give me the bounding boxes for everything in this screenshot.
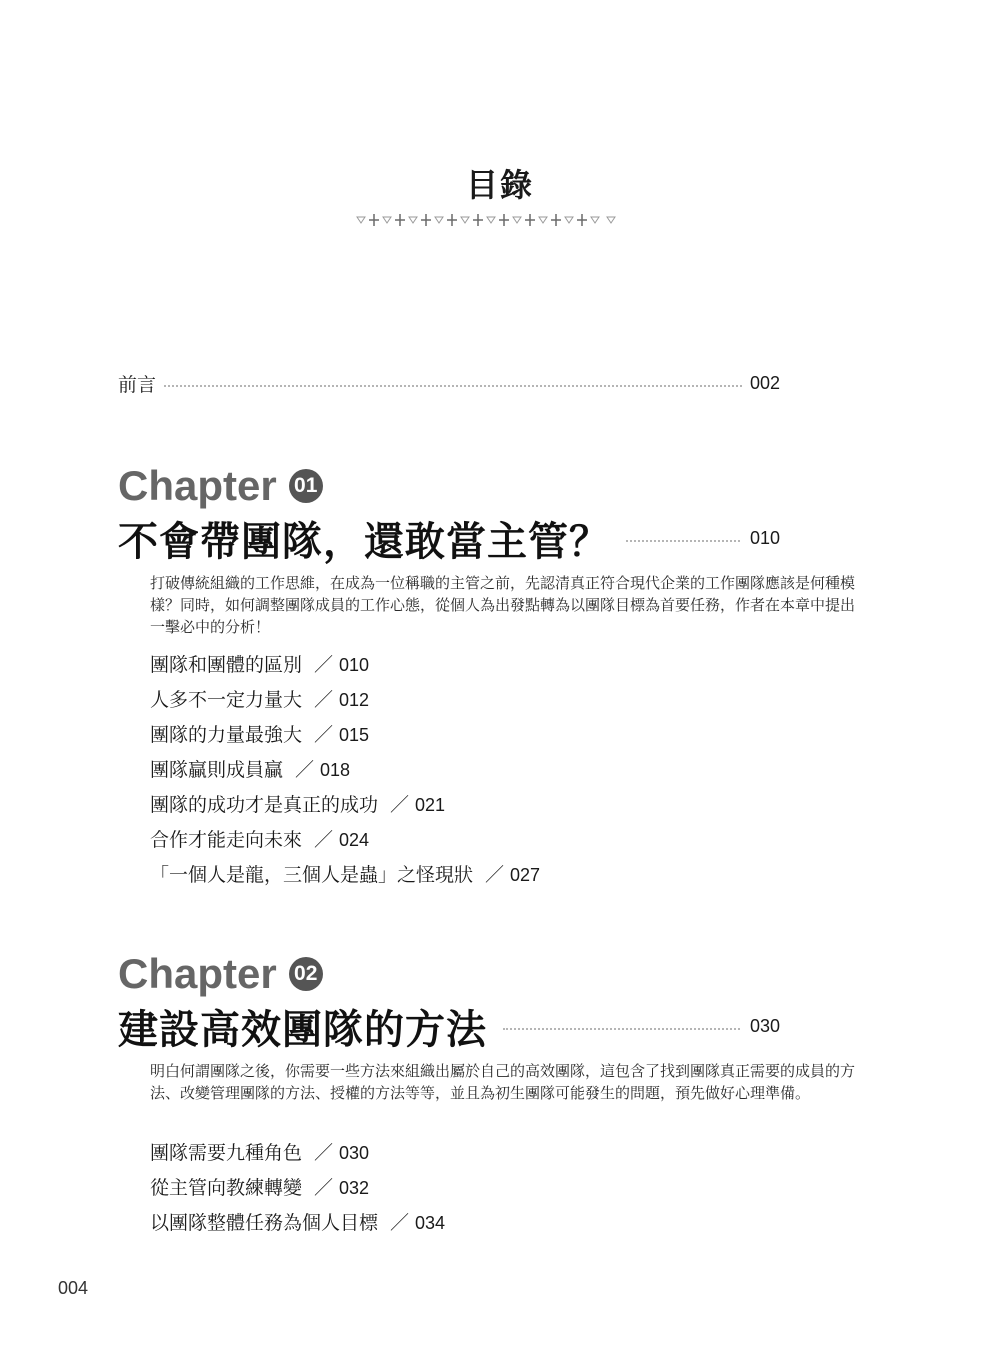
toc-item[interactable]: 以團隊整體任務為個人目標 ／ 034: [150, 1212, 446, 1234]
toc-title: 目錄: [465, 166, 534, 204]
dot-leader: [626, 540, 740, 542]
chapter-word: Chapter: [118, 462, 277, 509]
toc-item[interactable]: 人多不一定力量大 ／ 012: [150, 689, 370, 711]
chapter-1-title: 不會帶團隊，還敢當主管？: [118, 519, 610, 565]
toc-item[interactable]: 「一個人是龍，三個人是蟲」之怪現狀 ／ 027: [150, 864, 541, 886]
chapter-2-description: 明白何謂團隊之後，你需要一些方法來組織出屬於自己的高效團隊，這包含了找到團隊真正需要的成員的方法、改變管理團隊的方法、授權的方法等等，並且為初生團隊可能發生的問題，預先做好心理準備。: [150, 1062, 856, 1102]
toc-item[interactable]: 團隊的成功才是真正的成功 ／ 021: [150, 794, 446, 816]
toc-item[interactable]: 團隊的力量最強大 ／ 015: [150, 724, 370, 746]
preface-page: 002: [749, 373, 780, 393]
chapter-number-badge: 02: [289, 957, 323, 991]
chapter-1-label: [118, 462, 323, 510]
chapter-2-heading[interactable]: [118, 998, 780, 1055]
ornament-divider: [355, 213, 617, 227]
chapter-1-description: 打破傳統組織的工作思維，在成為一位稱職的主管之前，先認清真正符合現代企業的工作團隊應該是何種模樣？同時，如何調整團隊成員的工作心態，從個人為出發點轉為以團隊目標為首要任務，作者在本章中提出一擊必中的分析！: [150, 574, 856, 636]
toc-item[interactable]: 從主管向教練轉變 ／ 032: [150, 1177, 370, 1199]
chapter-2-items: [150, 1136, 445, 1241]
dot-leader: [503, 1028, 740, 1030]
chapter-1-heading[interactable]: [118, 510, 780, 567]
toc-item[interactable]: 團隊贏則成員贏 ／ 018: [150, 759, 351, 781]
chapter-2-page: 030: [749, 1016, 780, 1036]
dot-leader: [164, 385, 742, 387]
chapter-2-title: 建設高效團隊的方法: [118, 1007, 487, 1053]
page-number: 004: [58, 1278, 89, 1298]
chapter-number-badge: 01: [289, 469, 323, 503]
chapter-1-page: 010: [749, 528, 780, 548]
chapter-word: Chapter: [118, 950, 277, 997]
toc-item[interactable]: 團隊需要九種角色 ／ 030: [150, 1142, 370, 1164]
preface-entry[interactable]: [118, 370, 780, 397]
preface-label: 前言: [118, 374, 157, 396]
chapter-1-items: [150, 648, 540, 893]
chapter-2-label: [118, 950, 323, 998]
toc-item[interactable]: 合作才能走向未來 ／ 024: [150, 829, 370, 851]
toc-item[interactable]: 團隊和團體的區別 ／ 010: [150, 654, 370, 676]
